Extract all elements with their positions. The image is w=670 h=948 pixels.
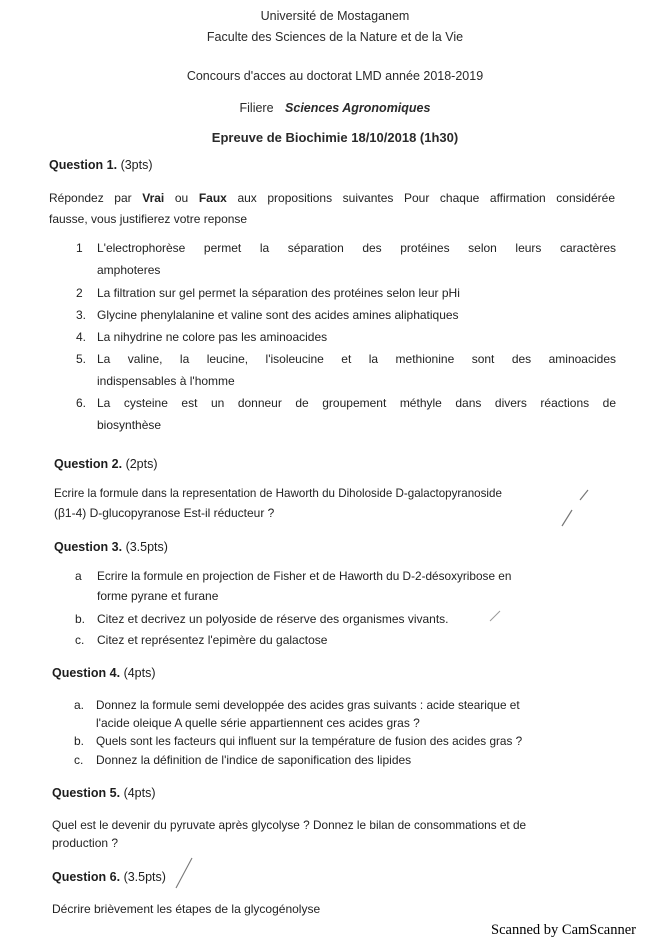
question-1-points: (3pts) bbox=[120, 158, 153, 172]
q1-item-3-line1: Glycine phenylalanine et valine sont des acides amines aliphatiques bbox=[97, 308, 459, 322]
intro-text-end: aux propositions suivantes Pour chaque affirmation considérée bbox=[226, 191, 615, 205]
q1-item-1-number: 1 bbox=[76, 241, 83, 255]
question-6-points: (3.5pts) bbox=[123, 870, 166, 884]
question-3-title bbox=[54, 540, 168, 554]
q3-item-a-label: a bbox=[75, 569, 82, 583]
question-5-label: Question 5. bbox=[52, 786, 121, 800]
q3-item-a-line1: Ecrire la formule en projection de Fisher et de Haworth du D-2-désoxyribose en bbox=[97, 569, 512, 583]
question-2-line2: (β1-4) D-glucopyranose Est-il réducteur ? bbox=[54, 506, 275, 520]
university-name: Université de Mostaganem bbox=[260, 9, 410, 23]
q3-item-b-label: b. bbox=[75, 612, 86, 626]
q4-item-a-line1: Donnez la formule semi developpée des acides gras suivants : acide stearique et bbox=[96, 698, 520, 712]
question-2-label: Question 2. bbox=[54, 457, 123, 471]
q4-item-c-label: c. bbox=[74, 753, 84, 767]
pen-mark-q2 bbox=[558, 486, 592, 530]
q3-item-c-label: c. bbox=[75, 633, 85, 647]
q1-item-1-line1: L'electrophorèse permet la séparation des protéines selon leurs caractères bbox=[97, 241, 616, 255]
filiere-label: Filiere bbox=[239, 101, 274, 115]
q4-item-b-line1: Quels sont les facteurs qui influent sur la température de fusion des acides gras ? bbox=[96, 734, 523, 748]
question-1-intro-line1 bbox=[49, 191, 615, 205]
q3-item-a-line2: forme pyrane et furane bbox=[97, 589, 219, 603]
question-5-line1: Quel est le devenir du pyruvate après glycolyse ? Donnez le bilan de consommations et de bbox=[52, 818, 527, 832]
q1-item-6-line1: La cysteine est un donneur de groupement méthyle dans divers réactions de bbox=[97, 396, 616, 410]
pen-mark-q6 bbox=[172, 856, 194, 890]
question-2-title bbox=[54, 457, 158, 471]
question-4-points: (4pts) bbox=[123, 666, 156, 680]
question-4-label: Question 4. bbox=[52, 666, 121, 680]
scanned-by-watermark: Scanned by CamScanner bbox=[491, 922, 636, 938]
exam-title: Epreuve de Biochimie 18/10/2018 (1h30) bbox=[211, 130, 459, 145]
question-3-points: (3.5pts) bbox=[125, 540, 168, 554]
question-2-line1: Ecrire la formule dans la representation de Haworth du Diholoside D-galactopyranoside bbox=[54, 487, 502, 500]
question-5-line2: production ? bbox=[52, 836, 119, 850]
intro-vrai: Vrai bbox=[142, 191, 165, 205]
q1-item-2-line1: La filtration sur gel permet la séparation des protéines selon leur pHi bbox=[97, 286, 460, 300]
question-6-label: Question 6. bbox=[52, 870, 121, 884]
intro-ou: ou bbox=[164, 191, 199, 205]
question-3-label: Question 3. bbox=[54, 540, 123, 554]
question-5-points: (4pts) bbox=[123, 786, 156, 800]
question-2-points: (2pts) bbox=[125, 457, 158, 471]
intro-faux: Faux bbox=[198, 191, 227, 205]
q1-item-4-line1: La nihydrine ne colore pas les aminoacides bbox=[97, 330, 328, 344]
q1-item-3-number: 3. bbox=[76, 308, 87, 322]
q1-item-2-number: 2 bbox=[76, 286, 83, 300]
pen-mark-q3 bbox=[488, 610, 502, 622]
q1-item-5-line2: indispensables à l'homme bbox=[97, 374, 235, 388]
question-6-title bbox=[52, 870, 166, 884]
question-5-title bbox=[52, 786, 156, 800]
q1-item-4-number: 4. bbox=[76, 330, 87, 344]
intro-text-start: Répondez par bbox=[49, 191, 143, 205]
concours-line: Concours d'acces au doctorat LMD année 2018-2019 bbox=[186, 69, 484, 83]
question-6-line1: Décrire brièvement les étapes de la glycogénolyse bbox=[52, 902, 321, 916]
q4-item-a-label: a. bbox=[74, 698, 85, 712]
q3-item-b-line1: Citez et decrivez un polyoside de réserve des organismes vivants. bbox=[97, 612, 449, 626]
faculty-name: Faculte des Sciences de la Nature et de la Vie bbox=[206, 30, 464, 44]
question-1-title bbox=[49, 158, 153, 172]
q3-item-c-line1: Citez et représentez l'epimère du galactose bbox=[97, 633, 328, 647]
q1-item-5-line1: La valine, la leucine, l'isoleucine et la methionine sont des aminoacides bbox=[97, 352, 616, 366]
filiere-line bbox=[0, 101, 670, 115]
filiere-value: Sciences Agronomiques bbox=[285, 101, 431, 115]
q4-item-a-line2: l'acide oleique A quelle série appartiennent ces acides gras ? bbox=[96, 716, 420, 730]
q4-item-b-label: b. bbox=[74, 734, 85, 748]
question-4-title bbox=[52, 666, 156, 680]
q1-item-6-line2: biosynthèse bbox=[97, 418, 162, 432]
q1-item-6-number: 6. bbox=[76, 396, 87, 410]
question-1-intro-line2: fausse, vous justifierez votre reponse bbox=[49, 212, 248, 226]
q1-item-5-number: 5. bbox=[76, 352, 87, 366]
question-1-label: Question 1. bbox=[49, 158, 118, 172]
q4-item-c-line1: Donnez la définition de l'indice de saponification des lipides bbox=[96, 753, 412, 767]
q1-item-1-line2: amphoteres bbox=[97, 263, 161, 277]
